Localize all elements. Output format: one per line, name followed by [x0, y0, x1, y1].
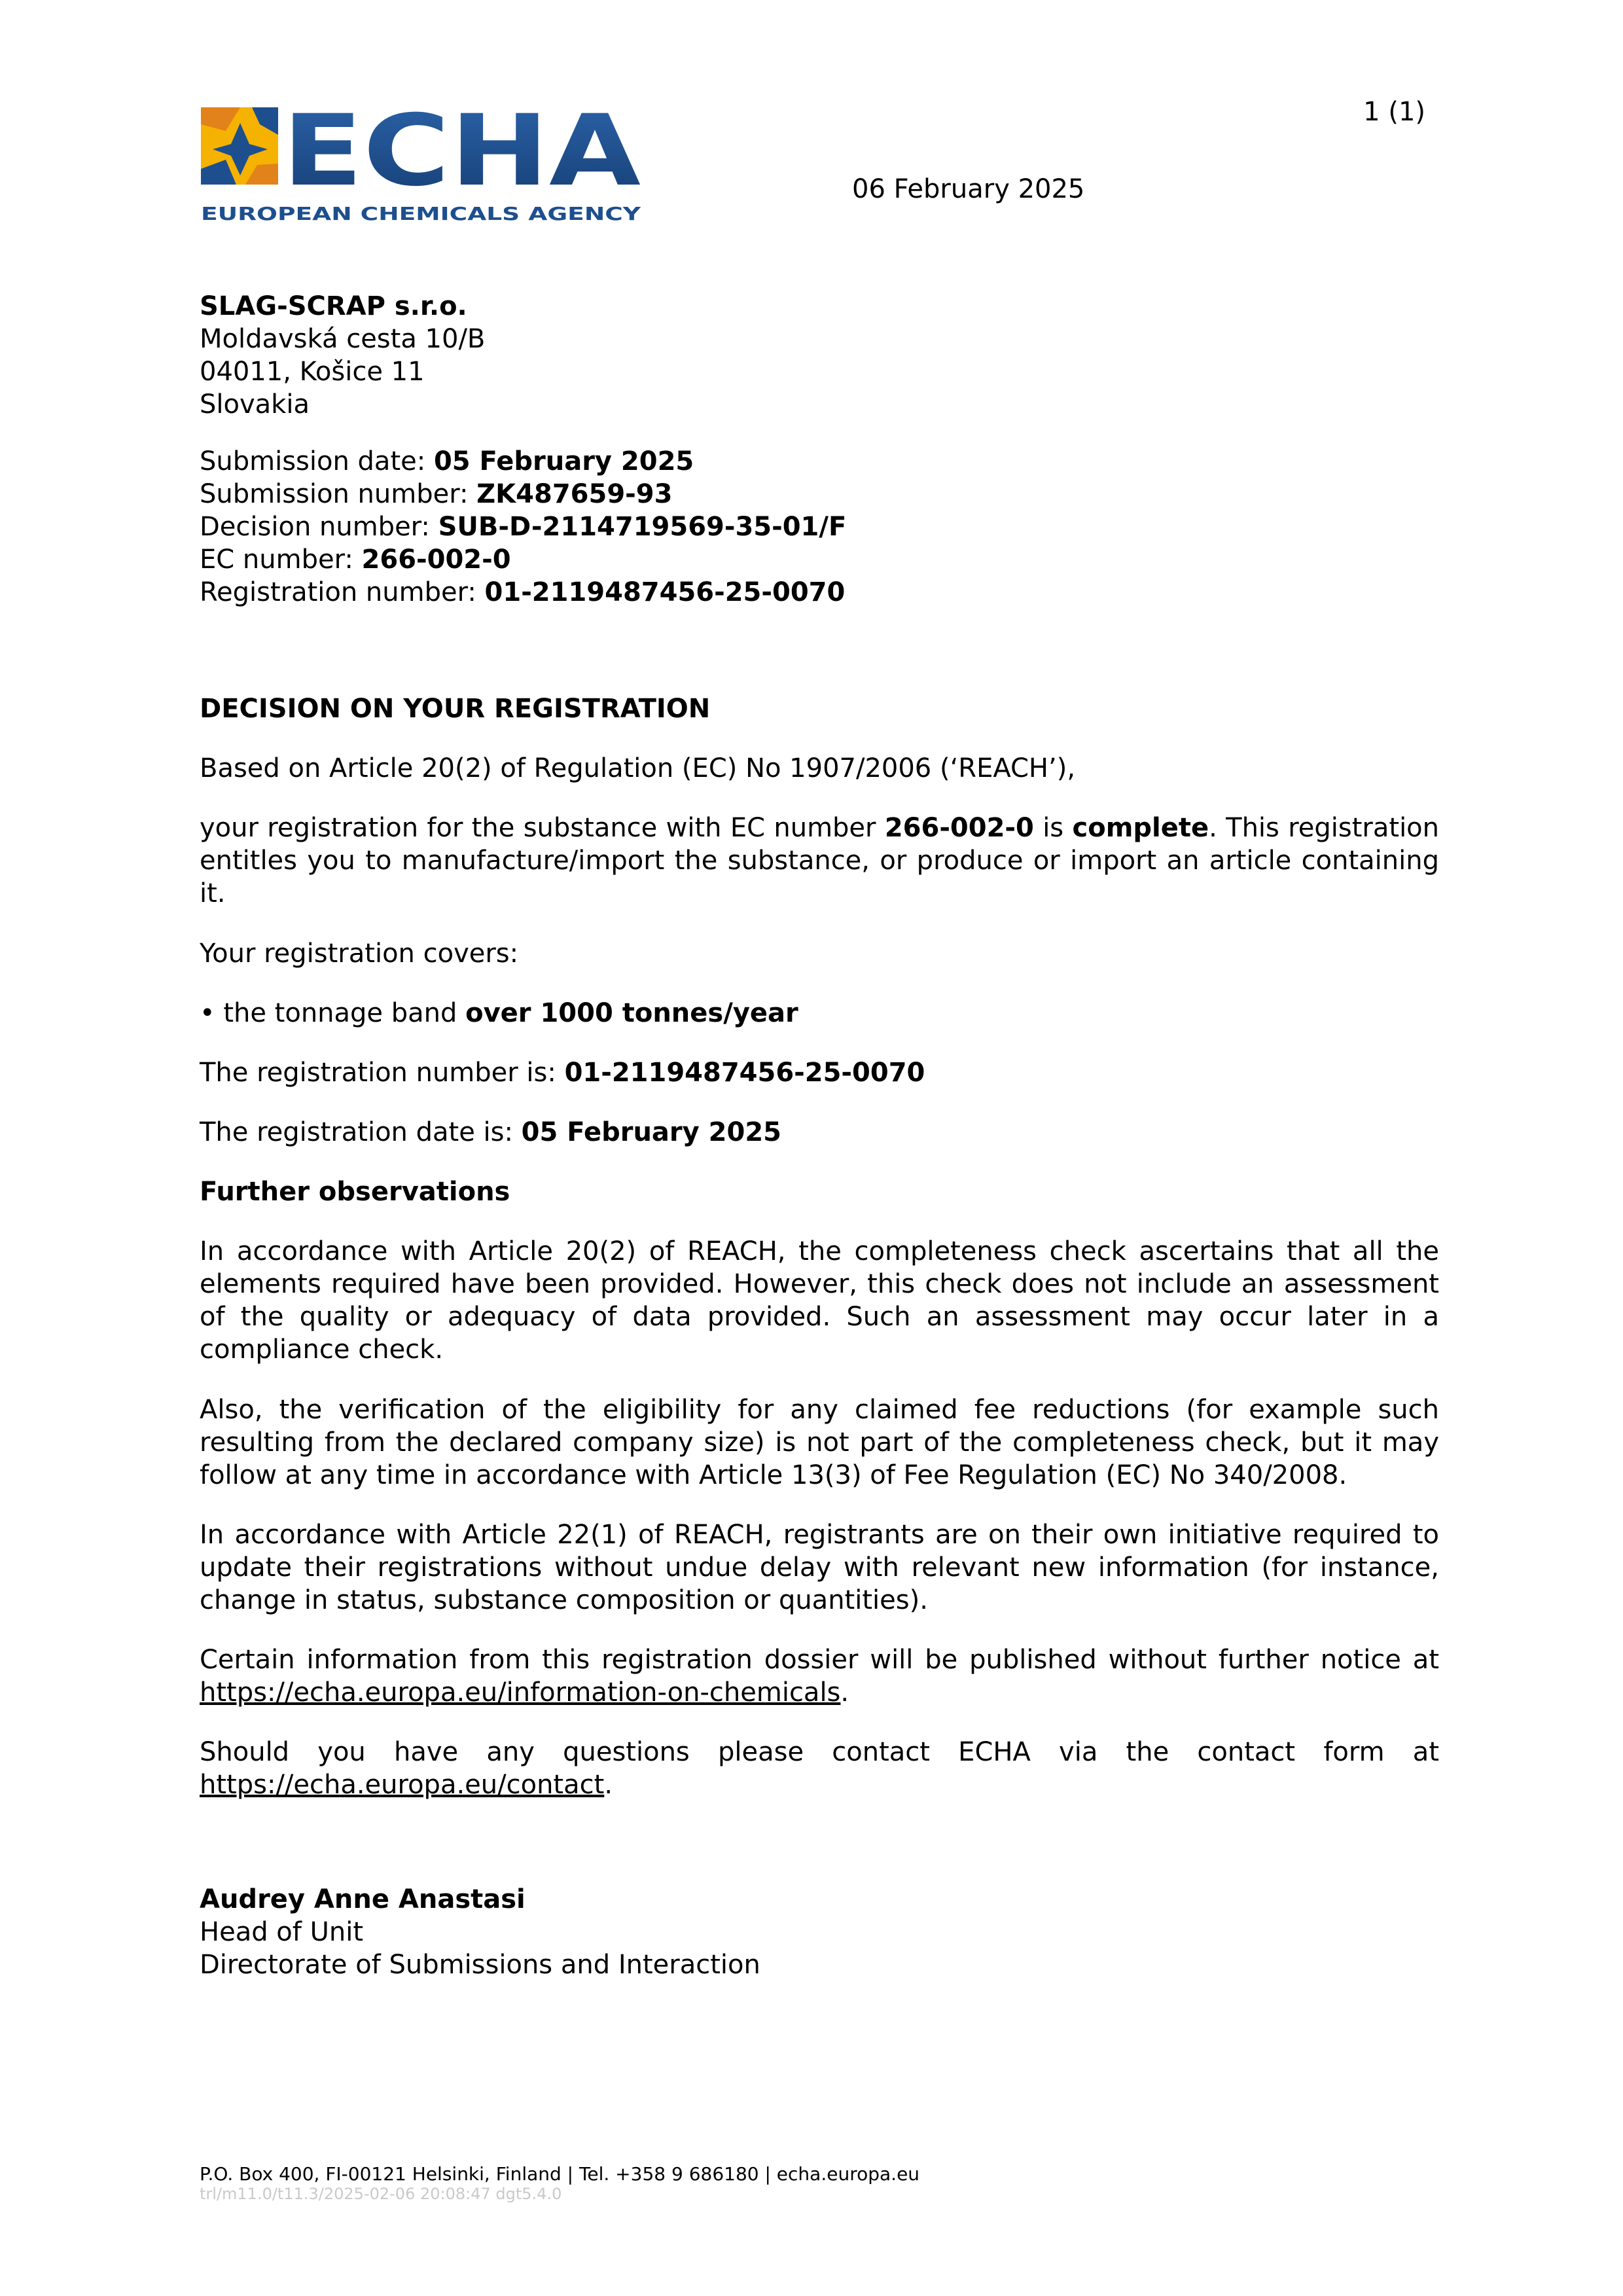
information-on-chemicals-link[interactable]: https://echa.europa.eu/information-on-chemicals — [200, 1677, 841, 1708]
detail-row: EC number: 266-002-0 — [200, 545, 511, 575]
detail-row: Decision number: SUB-D-2114719569-35-01/F — [200, 512, 847, 542]
footer-address: P.O. Box 400, FI-00121 Helsinki, Finland | Tel. +358 9 686180 | echa.europa.eu — [200, 2163, 920, 2185]
decision-basis: Based on Article 20(2) of Regulation (EC) No 1907/2006 (‘REACH’), — [200, 753, 1076, 783]
page-number: 1 (1) — [1363, 97, 1425, 127]
observations-paragraph-3: In accordance with Article 22(1) of REACH, registrants are on their own initiative required to update their registrations without undue delay with relevant new information (for instance, change in status, substance composition or quantities). — [200, 1520, 1439, 1615]
registration-date-line: The registration date is: 05 February 2025 — [200, 1117, 781, 1147]
observations-paragraph-1: In accordance with Article 20(2) of REACH, the completeness check ascertains that all the elements required have been provided. However, this check does not include an assessment of the quality or adequacy of data provided. Such an assessment may occur later in a compliance check. — [200, 1236, 1439, 1365]
echa-emblem-icon — [201, 107, 278, 185]
signatory-title: Head of Unit — [200, 1917, 363, 1947]
footer-meta: trl/m11.0/t11.3/2025-02-06 20:08:47 dgt5.4.0 — [200, 2185, 562, 2203]
recipient-address — [200, 290, 485, 421]
contact-form-link[interactable]: https://echa.europa.eu/contact — [200, 1770, 605, 1800]
submission-details — [200, 445, 846, 609]
detail-row: Submission number: ZK487659-93 — [200, 479, 673, 509]
recipient-country: Slovakia — [200, 389, 310, 420]
decision-complete-paragraph: your registration for the substance with EC number 266-002-0 is complete. This registration entitles you to manufacture/import the substance, or produce or import an article containing it. — [200, 813, 1440, 908]
decision-heading: DECISION ON YOUR REGISTRATION — [200, 694, 711, 724]
logo-wordmark: ECHA — [282, 105, 641, 208]
detail-row: Submission date: 05 February 2025 — [200, 446, 694, 476]
signatory-directorate: Directorate of Submissions and Interaction — [200, 1950, 760, 1980]
observations-paragraph-2: Also, the verification of the eligibility for any claimed fee reductions (for example such resulting from the declared company size) is not part of the completeness check, but it may follow at any time in accordance with Article 13(3) of Fee Regulation (EC) No 340/2008. — [200, 1395, 1439, 1490]
echa-logo — [200, 105, 645, 226]
letter-date: 06 February 2025 — [852, 174, 1085, 204]
signature-block — [200, 1883, 760, 1981]
recipient-city: 04011, Košice 11 — [200, 357, 425, 387]
observations-paragraph-5: Should you have any questions please contact ECHA via the contact form at https://echa.europa.eu/contact. — [200, 1737, 1439, 1800]
observations-heading: Further observations — [200, 1177, 510, 1207]
tonnage-bullet: • the tonnage band over 1000 tonnes/year — [200, 998, 798, 1028]
observations-paragraph-4: Certain information from this registration dossier will be published without further notice at https://echa.europa.eu/information-on-chemicals. — [200, 1645, 1439, 1708]
recipient-company: SLAG-SCRAP s.r.o. — [200, 291, 467, 321]
detail-row: Registration number: 01-2119487456-25-0070 — [200, 577, 846, 607]
signatory-name: Audrey Anne Anastasi — [200, 1884, 526, 1914]
registration-number-line: The registration number is: 01-2119487456-25-0070 — [200, 1058, 925, 1088]
logo-subtitle: EUROPEAN CHEMICALS AGENCY — [201, 203, 641, 224]
recipient-street: Moldavská cesta 10/B — [200, 324, 486, 354]
covers-label: Your registration covers: — [200, 939, 519, 969]
